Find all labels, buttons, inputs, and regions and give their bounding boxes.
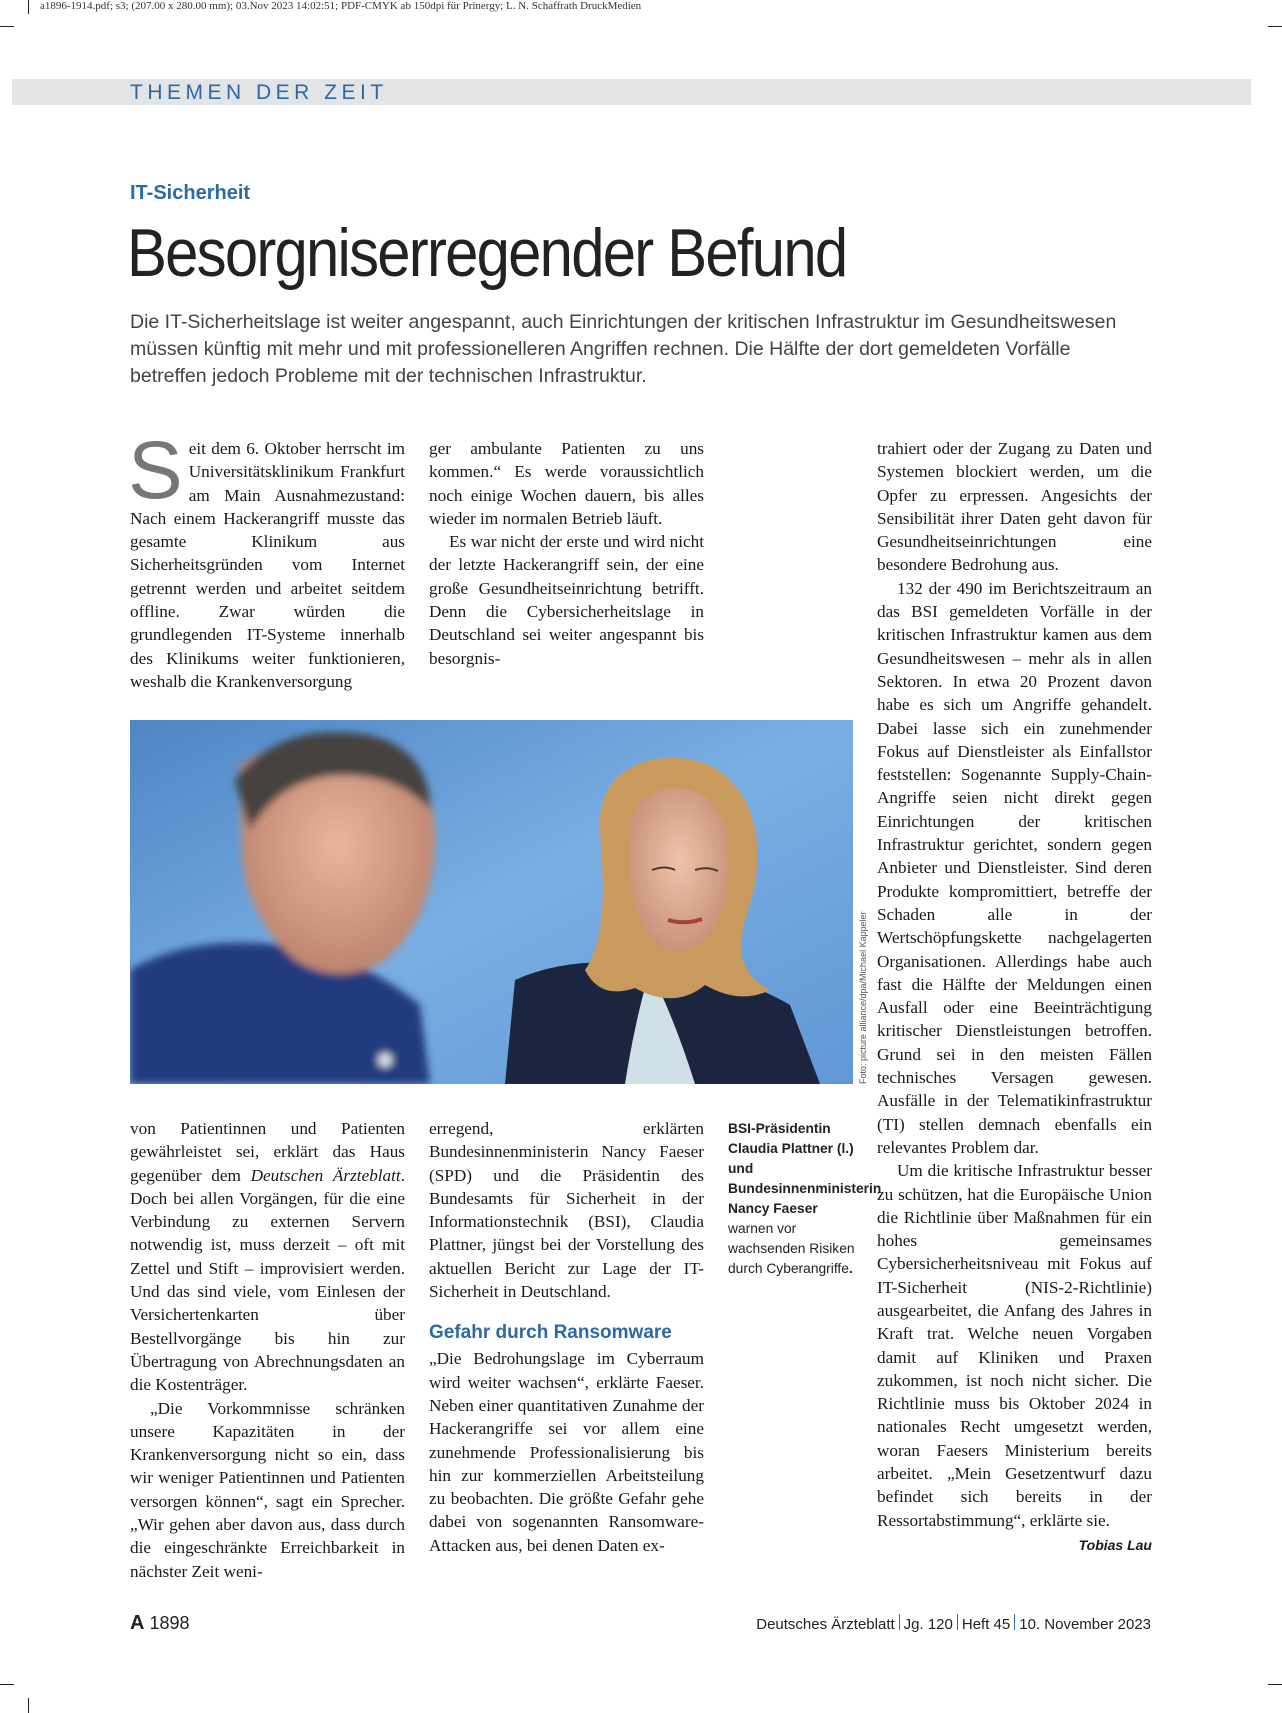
author-name: Tobias Lau: [1078, 1536, 1152, 1553]
crop-mark: [1268, 26, 1282, 27]
page-number-value: 1898: [149, 1613, 190, 1633]
crop-mark: [28, 0, 29, 14]
crop-mark: [28, 1698, 29, 1713]
column-1-top: [128, 425, 405, 693]
page-number: [130, 1612, 190, 1635]
photo-credit: Foto: picture alliance/dpa/Michael Kappeler: [858, 911, 868, 1084]
paragraph: „Die Bedrohungslage im Cyberraum wird weiter wachsen“, erklärte Faeser. Neben einer quantitativen Zunahme der Hackerangriffe sei vor allem eine zunehmende Professionalisierung bis hin zur kommerziellen Arbeitsteilung zu beobachten. Die größte Gefahr gehe dabei von sogenannten Ransomware-Attacken aus, bei denen Daten ex-: [429, 1349, 704, 1555]
paragraph: trahiert oder der Zugang zu Daten und Systemen blockiert werden, um die Opfer zu erpressen. Angesichts der Sensibilität ihrer Daten geht davon für Gesundheitseinrichtungen eine besondere Bedrohung aus.: [877, 439, 1152, 575]
photo-caption: [728, 1119, 882, 1279]
drop-cap: S: [128, 425, 183, 516]
article-photo: [130, 720, 853, 1084]
paragraph: 132 der 490 im Berichtszeitraum an das BSI gemeldeten Vorfälle in der kritischen Infrastruktur kamen aus dem Gesundheitswesen – mehr als in allen Sektoren. In etwa 20 Prozent davon habe es sich um Angriffe gehandelt. Dabei lasse sich ein zunehmender Fokus auf Dienstleister als Einfallstor feststellen: Sogenannte Supply-Chain-Angriffe seien nicht direkt gegen Einrichtungen der kritischen Infrastruktur gerichtet, sondern gegen Anbieter und Dienstleister. Sind deren Produkte kompromittiert, betreffe der Schaden alle in der Wertschöpfungskette nachgelagerten Organisationen. Allerdings habe auch fast die Hälfte der Meldungen einen Ausfall oder eine Beeinträchtigung kritischer Dienstleistungen betroffen. Grund sei in den meisten Fällen technisches Versagen gewesen. Ausfälle in der Telematikinfrastruktur (TI) stellen demnach ebenfalls ein relevantes Problem dar.: [877, 578, 1152, 1157]
journal-name: Deutsches Ärzteblatt: [756, 1616, 895, 1633]
subheading: Gefahr durch Ransomware: [429, 1322, 672, 1344]
crop-mark: [0, 26, 14, 27]
paragraph: erregend, erklärten Bundesinnenministerin Nancy Faeser (SPD) und die Präsidentin des Bundesamts für Sicherheit in der Informationstechnik (BSI), Claudia Plattner, jüngst bei der Vorstellung des aktuellen Bericht zur Lage der IT-Sicherheit in Deutschland.: [429, 1119, 704, 1302]
page-prefix: A: [130, 1612, 145, 1634]
paragraph: [128, 425, 405, 693]
column-2-bottom: [429, 1117, 704, 1557]
section-label: THEMEN DER ZEIT: [130, 81, 388, 104]
divider: [957, 1614, 958, 1630]
photo-illustration: [130, 720, 853, 1084]
journal-issue: Heft 45: [961, 1616, 1011, 1633]
paragraph: [877, 1159, 1152, 1553]
article-kicker: IT-Sicherheit: [130, 182, 251, 204]
crop-mark: [1268, 1684, 1282, 1685]
journal-date: 10. November 2023: [1019, 1616, 1151, 1633]
paragraph-text: Um die kritische Infrastruktur besser zu schützen, hat die Europäische Union die Richtlinie über Maßnahmen für ein hohes gemeinsames Cybersicherheitsniveau mit Fokus auf IT-Sicherheit (NIS-2-Richtlinie) ausgearbeitet, die Anfang des Jahres in Kraft trat. Welche neuen Vorgaben damit auf Kliniken und Praxen zukommen, ist noch nicht sicher. Die Richtlinie muss bis Oktober 2024 in nationales Recht umgesetzt werden, woran Faesers Ministerium bereits arbeitet. „Mein Gesetzentwurf dazu befindet sich bereits in der Ressortabstimmung“, erklärte sie.: [877, 1161, 1152, 1530]
article-lead: Die IT-Sicherheitslage ist weiter angespannt, auch Einrichtungen der kritischen Infrastruktur im Gesundheitswesen müssen künftig mit mehr und mit professionelleren Angriffen rechnen. Die Hälfte der dort gemeldeten Vorfälle betreffen jedoch Probleme mit der technischen Infrastruktur.: [130, 311, 1117, 387]
paragraph: [130, 1117, 405, 1397]
caption-text: warnen vor wachsenden Risiken durch Cyberangriffe: [728, 1221, 855, 1276]
paragraph: ger ambulante Patienten zu uns kommen.“ Es werde voraussichtlich noch einige Wochen dauern, bis alles wieder im normalen Betrieb läuft.: [429, 439, 704, 528]
print-info: a1896-1914.pdf; s3; (207.00 x 280.00 mm); 03.Nov 2023 14:02:51; PDF-CMYK ab 150dpi für Prinergy; L. N. Schaffrath DruckMedien: [40, 0, 642, 12]
column-3: [877, 437, 1152, 1557]
publication-name: Deutschen Ärzteblatt: [250, 1165, 401, 1185]
caption-bold: BSI-Präsidentin Claudia Plattner (l.) und Bundesinnenministerin Nancy Faeser: [728, 1121, 882, 1216]
paragraph: „Die Vorkommnisse schränken unsere Kapazitäten in der Krankenversorgung nicht so ein, dass wir weniger Patientinnen und Patienten versorgen können“, sagt ein Sprecher. „Wir gehen aber davon aus, dass durch die eingeschränkte Erreichbarkeit in nächster Zeit weni-: [130, 1398, 405, 1581]
divider: [1014, 1614, 1015, 1630]
paragraph: Es war nicht der erste und wird nicht der letzte Hackerangriff sein, der eine große Gesundheitseinrichtung betrifft. Denn die Cybersicherheitslage in Deutschland sei weiter angespannt bis besorgnis-: [429, 532, 704, 668]
divider: [899, 1614, 900, 1630]
journal-footer: [756, 1614, 1151, 1633]
crop-mark: [0, 1684, 14, 1685]
column-2-top: [429, 437, 704, 670]
paragraph-text: von Patientinnen und Patienten gewährleistet sei, erklärt das Haus gegenüber dem: [130, 1119, 405, 1185]
caption-end: .: [848, 1261, 853, 1276]
column-1-bottom: [130, 1117, 405, 1583]
paragraph-text: eit dem 6. Oktober herrscht im Universitätsklinikum Frankfurt am Main Ausnahmezustand: Nach einem Hackerangriff musste das gesamte Klinikum aus Sicherheitsgründen vom Internet getrennt werden und arbeitet seitdem offline. Zwar würden die grundlegenden IT-Systeme innerhalb des Klinikums weiter funktionieren, weshalb die Krankenversorgung: [130, 439, 405, 691]
journal-volume: Jg. 120: [903, 1616, 953, 1633]
article-headline: Besorgniserregender Befund: [127, 215, 847, 291]
paragraph-text: . Doch bei allen Vorgängen, für die eine Verbindung zu externen Servern notwendig ist, muss derzeit – oft mit Zettel und Stift – improvisiert werden. Und das sind viele, vom Einlesen der Versichertenkarten über Bestellvorgänge bis hin zur Übertragung von Abrechnungsdaten an die Kostenträger.: [130, 1165, 406, 1395]
